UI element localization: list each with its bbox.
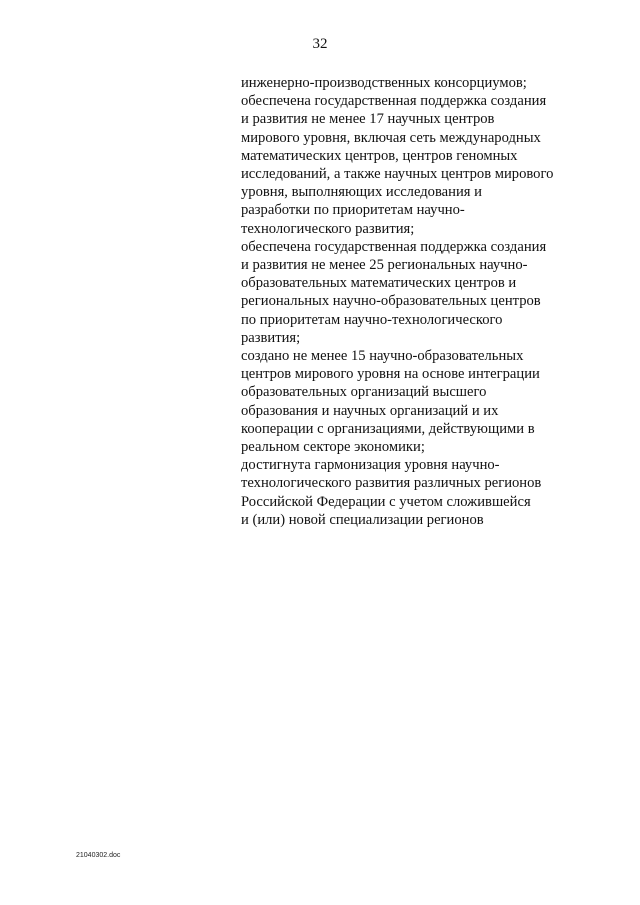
text-line: реальном секторе экономики;	[241, 439, 425, 456]
text-line: технологического развития различных регионов	[241, 475, 542, 492]
text-line: математических центров, центров геномных	[241, 147, 518, 164]
text-line: образования и научных организаций и их	[241, 402, 499, 419]
text-line: разработки по приоритетам научно-	[241, 202, 465, 219]
text-line: развития;	[241, 329, 301, 346]
body-text	[241, 74, 581, 529]
text-line: Российской Федерации с учетом сложившейся	[241, 493, 531, 510]
text-line: и развития не менее 25 региональных научно-	[241, 257, 528, 274]
text-line: исследований, а также научных центров мирового	[241, 166, 554, 183]
page-number: 32	[312, 36, 328, 52]
text-line: создано не менее 15 научно-образовательных	[241, 348, 524, 365]
text-line: по приоритетам научно-технологического	[241, 311, 503, 328]
text-line: достигнута гармонизация уровня научно-	[241, 457, 500, 474]
text-line: центров мирового уровня на основе интеграции	[241, 366, 540, 383]
text-line: мирового уровня, включая сеть международных	[241, 129, 541, 146]
text-line: обеспечена государственная поддержка создания	[241, 93, 547, 110]
text-line: и развития не менее 17 научных центров	[241, 111, 495, 128]
text-line: обеспечена государственная поддержка создания	[241, 238, 547, 255]
text-line: инженерно-производственных консорциумов;	[241, 75, 527, 91]
text-line: технологического развития;	[241, 220, 415, 237]
text-line: региональных научно-образовательных центров	[241, 293, 541, 310]
text-line: образовательных математических центров и	[241, 275, 517, 292]
text-line: уровня, выполняющих исследования и	[241, 184, 482, 201]
text-line: и (или) новой специализации регионов	[241, 511, 484, 528]
text-line: образовательных организаций высшего	[241, 384, 487, 401]
footer-filename: 21040302.doc	[76, 852, 121, 859]
text-line: кооперации с организациями, действующими в	[241, 420, 535, 437]
